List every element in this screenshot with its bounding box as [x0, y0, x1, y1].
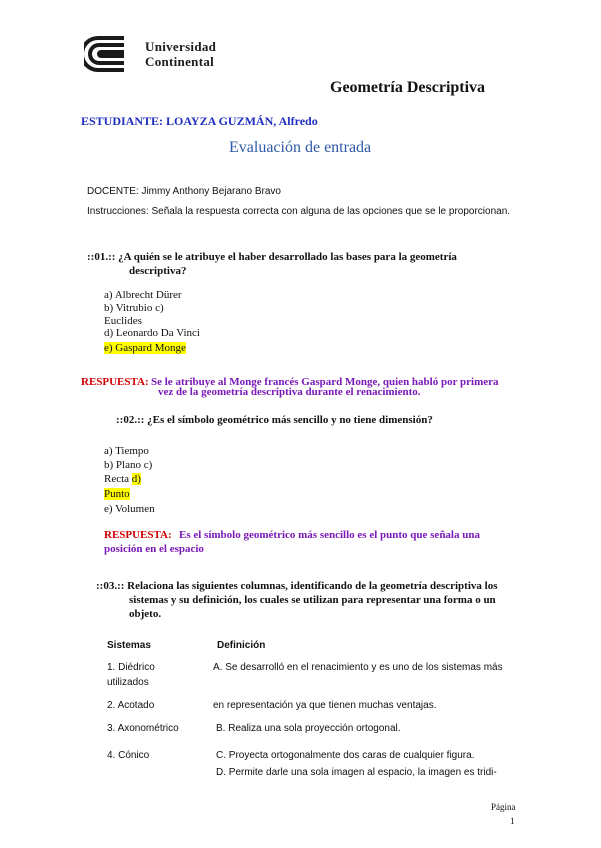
q2-option-c	[104, 473, 141, 485]
logo-text-line2: Continental	[145, 54, 215, 69]
student-name: ESTUDIANTE: LOAYZA GUZMÁN, Alfredo	[81, 114, 318, 128]
question-1-text-cont: descriptiva?	[129, 265, 187, 277]
sistema-4: 4. Cónico	[107, 750, 150, 761]
course-title: Geometría Descriptiva	[330, 79, 486, 96]
q1-option-b: b) Vitrubio c)	[104, 302, 164, 314]
q1-option-a: a) Albrecht Dürer	[104, 289, 182, 301]
question-3-text-cont2: objeto.	[129, 608, 162, 620]
q1-option-e-highlighted: e) Gaspard Monge	[104, 342, 186, 354]
definicion-c: C. Proyecta ortogonalmente dos caras de cualquier figura.	[216, 750, 475, 761]
q1-option-c: Euclides	[104, 315, 142, 327]
q2-answer-text: Es el símbolo geométrico más sencillo es el punto que señala una	[179, 529, 480, 541]
definicion-a-cont: en representación ya que tienen muchas ventajas.	[213, 700, 437, 711]
sistema-3: 3. Axonométrico	[107, 723, 179, 734]
q2-option-d-marker: d)	[131, 473, 141, 485]
q2-answer-text-cont: posición en el espacio	[104, 543, 204, 555]
docente-line: DOCENTE: Jimmy Anthony Bejarano Bravo	[87, 186, 281, 197]
question-3-text: ::03.:: Relaciona las siguientes columnas, identificando de la geometría descriptiva los	[96, 580, 498, 592]
evaluation-title: Evaluación de entrada	[229, 139, 372, 156]
q2-option-e: e) Volumen	[104, 503, 155, 515]
q1-answer-text-cont: vez de la geometría descriptiva durante el renacimiento.	[158, 386, 421, 398]
page-label: Página	[491, 802, 516, 812]
question-2-text: ::02.:: ¿Es el símbolo geométrico más sencillo y no tiene dimensión?	[116, 414, 433, 426]
q2-option-b: b) Plano c)	[104, 459, 153, 471]
sistema-1: 1. Diédrico	[107, 662, 155, 673]
sistema-2: 2. Acotado	[107, 700, 155, 711]
definicion-b: B. Realiza una sola proyección ortogonal.	[216, 723, 401, 734]
q1-answer-label: RESPUESTA:	[81, 376, 149, 388]
university-logo-icon	[84, 34, 134, 74]
question-1-text: ::01.:: ¿A quién se le atribuye el haber desarrollado las bases para la geometría	[87, 251, 457, 263]
page-number: 1	[510, 816, 515, 826]
q2-answer-label: RESPUESTA:	[104, 529, 172, 541]
definicion-a: A. Se desarrolló en el renacimiento y es uno de los sistemas más	[213, 662, 503, 673]
q2-option-d-highlighted: Punto	[104, 488, 130, 500]
logo-text-line1: Universidad	[145, 39, 217, 54]
column-header-definicion: Definición	[217, 640, 266, 651]
q2-option-a: a) Tiempo	[104, 445, 149, 457]
column-header-sistemas: Sistemas	[107, 640, 151, 651]
definicion-d: D. Permite darle una sola imagen al espacio, la imagen es tridi-	[216, 767, 497, 778]
q1-option-d: d) Leonardo Da Vinci	[104, 327, 200, 339]
question-3-text-cont: sistemas y su definición, los cuales se utilizan para representar una forma o un	[129, 594, 496, 606]
q2-option-c-label: Recta	[104, 473, 130, 485]
instructions-line: Instrucciones: Señala la respuesta correcta con alguna de las opciones que se le proporcionan.	[87, 206, 511, 217]
q1-answer-text: Se le atribuye al Monge francés Gaspard Monge, quien habló por primera	[151, 376, 499, 388]
sistema-1-cont: utilizados	[107, 677, 149, 688]
